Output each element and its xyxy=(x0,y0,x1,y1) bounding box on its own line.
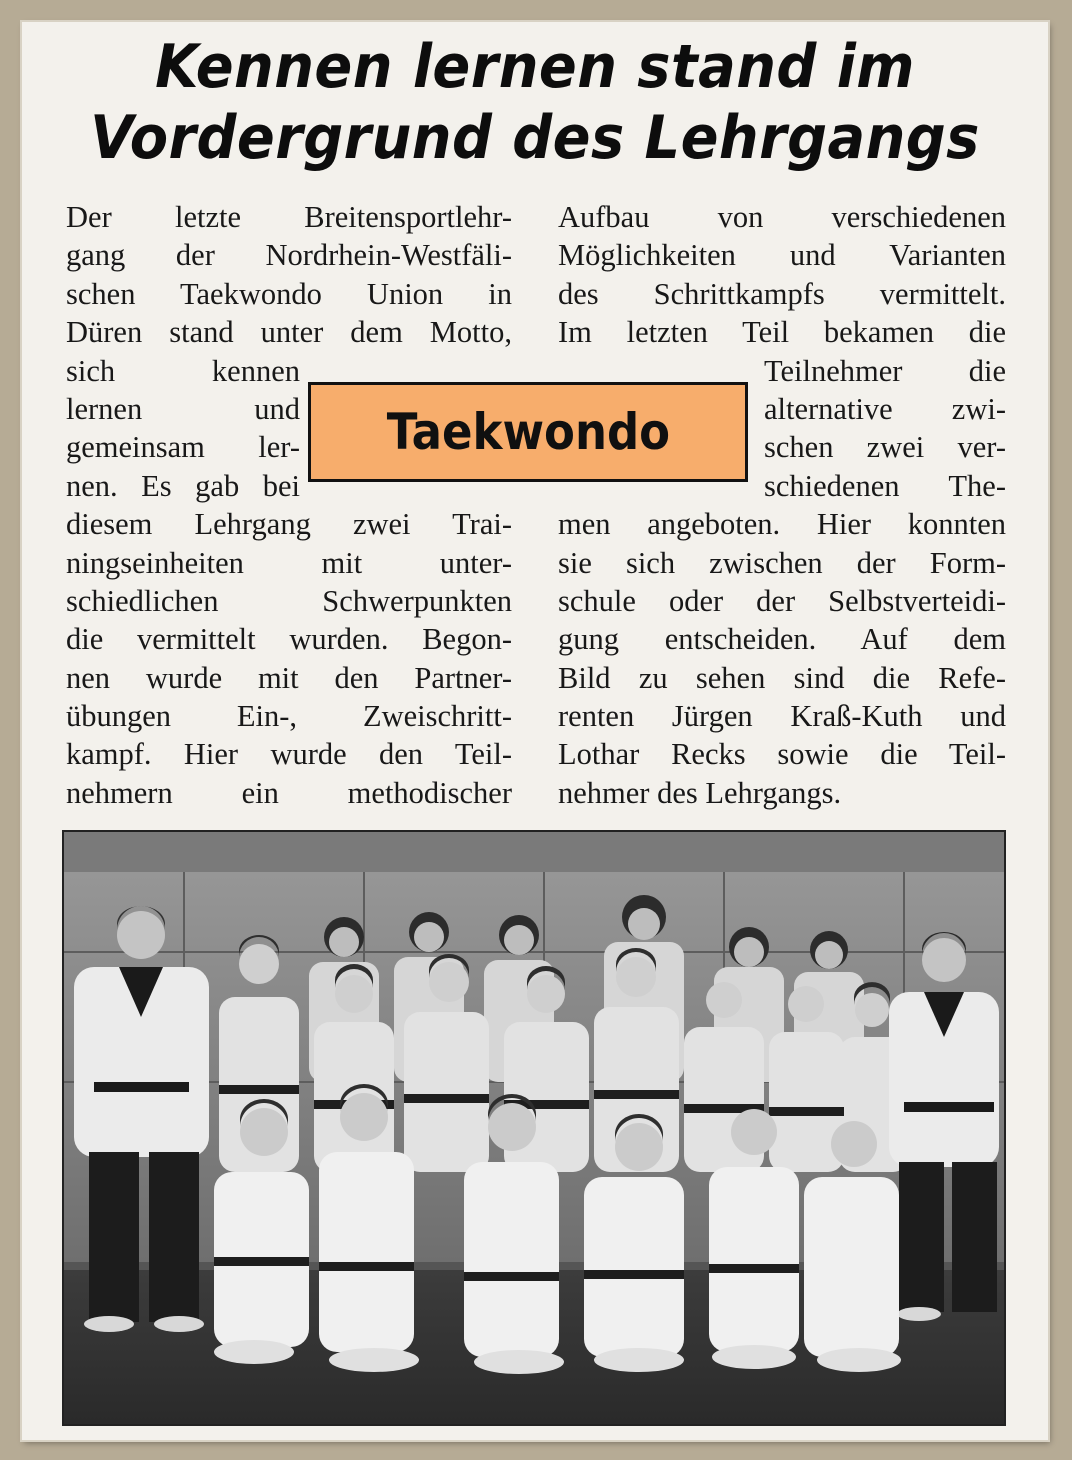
article-column-right xyxy=(558,198,1006,812)
text-line: renten Jürgen Kraß-Kuth und xyxy=(558,699,1006,734)
text-line: die vermittelt wurden. Begon- xyxy=(66,622,512,657)
text-line: alternative zwi- xyxy=(764,391,1006,426)
text-line: Teilnehmer die xyxy=(764,353,1006,388)
text-line: schiedenen The- xyxy=(764,468,1006,503)
text-line: nehmern ein methodischer xyxy=(66,775,512,810)
text-line: übungen Ein-, Zweischritt- xyxy=(66,699,512,734)
text-line: nen wurde mit den Partner- xyxy=(66,660,512,695)
text-line: gemeinsam ler- xyxy=(66,430,300,465)
text-line: Der letzte Breitensportlehr- xyxy=(66,200,512,234)
headline-line-2: Vordergrund des Lehrgangs xyxy=(90,102,980,173)
text-line: diesem Lehrgang zwei Trai- xyxy=(66,507,512,542)
text-line: schule oder der Selbstverteidi- xyxy=(558,583,1006,618)
text-line: Bild zu sehen sind die Refe- xyxy=(558,660,1006,695)
text-line: sie sich zwischen der Form- xyxy=(558,545,1006,580)
text-line: kampf. Hier wurde den Teil- xyxy=(66,737,512,772)
text-line: Lothar Recks sowie die Teil- xyxy=(558,737,1006,772)
text-line: Möglichkeiten und Varianten xyxy=(558,238,1006,273)
text-line: Im letzten Teil bekamen die xyxy=(558,315,1006,350)
group-photo-illustration xyxy=(64,832,1004,1424)
text-line: Aufbau von verschiedenen xyxy=(558,200,1006,234)
text-line: des Schrittkampfs vermittelt. xyxy=(558,276,1006,311)
text-line: ningseinheiten mit unter- xyxy=(66,545,512,580)
text-line: sich kennen xyxy=(66,353,300,388)
headline-line-1: Kennen lernen stand im xyxy=(155,32,915,102)
text-line: schen zwei ver- xyxy=(764,430,1006,465)
newspaper-clipping xyxy=(22,22,1048,1440)
text-line: schiedlichen Schwerpunkten xyxy=(66,583,512,618)
text-line: gung entscheiden. Auf dem xyxy=(558,622,1006,657)
text-line: gang der Nordrhein-Westfäli- xyxy=(66,238,512,273)
text-line: nehmer des Lehrgangs. xyxy=(558,775,842,810)
rubric-label: Taekwondo xyxy=(386,403,670,461)
headline xyxy=(58,32,1012,174)
text-line: schen Taekwondo Union in xyxy=(66,276,512,311)
text-line: nen. Es gab bei xyxy=(66,468,300,503)
article-column-left xyxy=(66,198,512,812)
text-line: men angeboten. Hier konnten xyxy=(558,507,1006,542)
text-line: Düren stand unter dem Motto, xyxy=(66,315,512,350)
group-photo xyxy=(62,830,1006,1426)
text-line: lernen und xyxy=(66,391,300,426)
